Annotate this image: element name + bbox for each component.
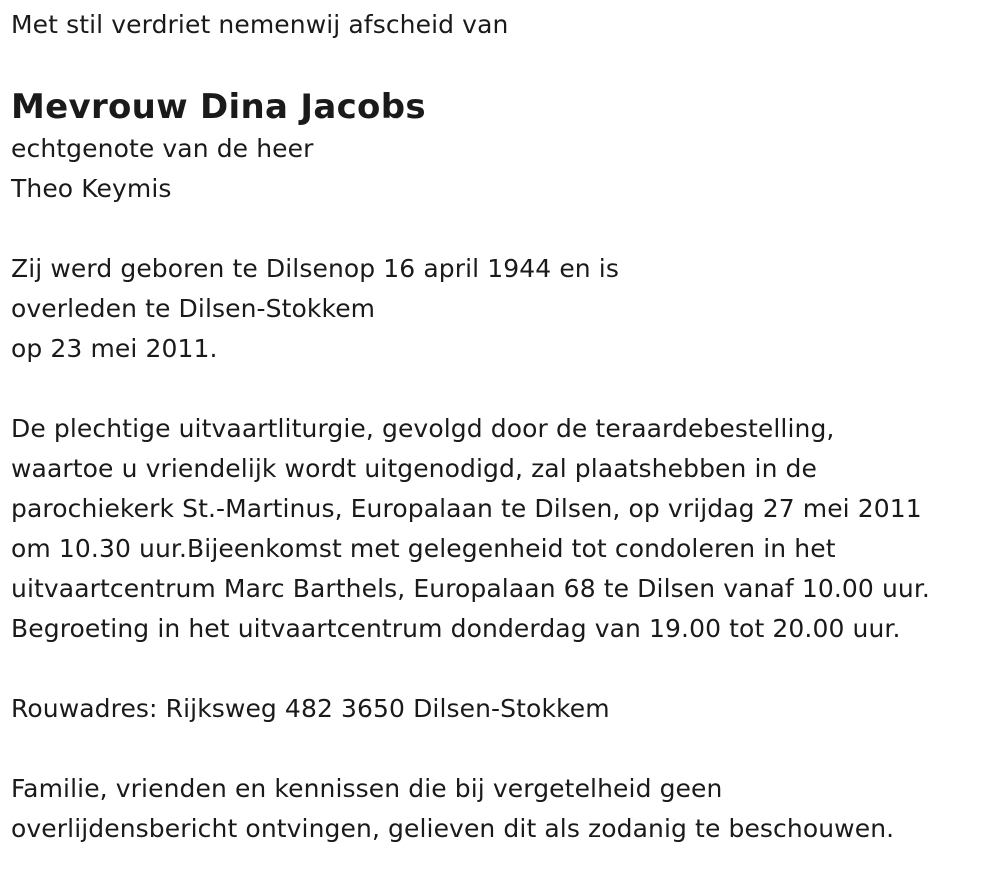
funeral-line: Begroeting in het uitvaartcentrum donderdag van 19.00 tot 20.00 uur. (11, 614, 901, 643)
intro-text: Met stil verdriet nemenwij afscheid van (11, 10, 509, 39)
funeral-line: De plechtige uitvaartliturgie, gevolgd door de teraardebestelling, (11, 414, 835, 443)
life-dates-block (11, 249, 996, 369)
spouse-line: echtgenote van de heer (11, 134, 314, 163)
life-line: overleden te Dilsen-Stokkem (11, 294, 376, 323)
closing-line: Familie, vrienden en kennissen die bij vergetelheid geen (11, 774, 723, 803)
spacer (11, 649, 996, 689)
spouse-block (11, 129, 996, 209)
funeral-line: waartoe u vriendelijk wordt uitgenodigd, zal plaatshebben in de (11, 454, 818, 483)
life-line: Zij werd geboren te Dilsenop 16 april 1944 en is (11, 254, 619, 283)
funeral-details-block (11, 409, 996, 649)
closing-block (11, 769, 996, 849)
mourning-address: Rouwadres: Rijksweg 482 3650 Dilsen-Stokkem (11, 694, 610, 723)
life-line: op 23 mei 2011. (11, 334, 218, 363)
obituary-notice (11, 0, 996, 849)
deceased-name: Mevrouw Dina Jacobs (11, 87, 426, 127)
spouse-line: Theo Keymis (11, 174, 172, 203)
spacer (11, 729, 996, 769)
funeral-line: uitvaartcentrum Marc Barthels, Europalaan 68 te Dilsen vanaf 10.00 uur. (11, 574, 930, 603)
funeral-line: om 10.30 uur.Bijeenkomst met gelegenheid tot condoleren in het (11, 534, 836, 563)
closing-line: overlijdensbericht ontvingen, gelieven dit als zodanig te beschouwen. (11, 814, 895, 843)
funeral-line: parochiekerk St.-Martinus, Europalaan te Dilsen, op vrijdag 27 mei 2011 (11, 494, 922, 523)
spacer (11, 209, 996, 249)
spacer (11, 369, 996, 409)
